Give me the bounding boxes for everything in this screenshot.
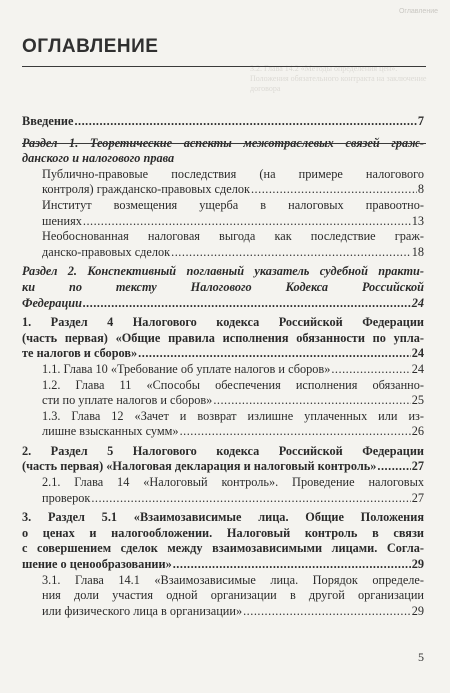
page-title: ОГЛАВЛЕНИЕ (22, 36, 159, 57)
toc-entry-text: или физического лица в организации» (42, 603, 243, 618)
toc-entry-line (42, 604, 424, 620)
dot-leader (331, 362, 410, 378)
toc-entry-text: 1.1. Глава 10 «Требование об уплате налогов и сборов» (42, 361, 331, 376)
toc-entry[interactable] (22, 444, 424, 475)
toc-entry-line (22, 459, 424, 475)
toc-entry-line (22, 557, 424, 573)
title-rule-top (22, 66, 426, 67)
toc-page-number: 13 (411, 213, 424, 228)
toc-entry-text: (часть первая) «Общие правила исполнения обязанности по упла- (22, 330, 424, 345)
toc-entry-text: 1. Раздел 4 Налогового кодекса Российской Федерации (22, 315, 424, 330)
dot-leader (83, 296, 411, 312)
toc-page-number: 27 (411, 490, 424, 505)
toc-entry-text: Раздел 1. Теоретические аспекты межотраслевых связей граж- (22, 135, 424, 150)
toc-entry-text: 3. Раздел 5.1 «Взаимозависимые лица. Общие Положения (22, 510, 424, 525)
toc-entry-text: 3.1. Глава 14.1 «Взаимозависимые лица. Порядок определе- (42, 572, 424, 587)
table-of-contents (22, 114, 424, 619)
dot-leader (213, 393, 410, 409)
toc-entry-line (22, 114, 424, 130)
toc-entry-text: (часть первая) «Налоговая декларация и налоговый контроль» (22, 459, 377, 474)
toc-page-number: 18 (411, 244, 424, 259)
dot-leader (171, 245, 411, 261)
toc-entry-text: данско-правовых сделок (42, 244, 171, 259)
toc-entry-text: Раздел 2. Конспективный поглавный указатель судебной практи- (22, 264, 424, 279)
toc-page-number: 29 (411, 603, 424, 618)
dot-leader (243, 604, 411, 620)
bleed-through-paragraph: 3.2. Глава 14.2 «Методы определения цен». Положения обязательного контракта на заключение договора (250, 64, 427, 93)
toc-entry[interactable] (22, 167, 424, 198)
toc-entry-text: 1.2. Глава 11 «Способы обеспечения исполнения обязанно- (42, 377, 424, 392)
toc-page-number: 29 (411, 557, 424, 572)
toc-entry[interactable] (22, 475, 424, 506)
toc-entry-text: Публично-правовые последствия (на примере налогового (42, 166, 424, 181)
dot-leader (377, 459, 410, 475)
toc-entry[interactable] (22, 409, 424, 440)
toc-entry-line (22, 296, 424, 312)
toc-entry-text: данского и налогового права (22, 151, 175, 166)
toc-page-number: 27 (411, 459, 424, 474)
toc-entry[interactable] (22, 510, 424, 572)
toc-page-number: 8 (417, 182, 424, 197)
dot-leader (138, 346, 411, 362)
toc-entry[interactable] (22, 362, 424, 378)
toc-entry[interactable] (22, 264, 424, 311)
toc-entry[interactable] (22, 198, 424, 229)
toc-entry-text: шение о ценообразовании» (22, 557, 172, 572)
toc-entry-text: те налогов и сборов» (22, 346, 138, 361)
toc-entry-text: 1.3. Глава 12 «Зачет и возврат излишне уплаченных или из- (42, 408, 424, 423)
toc-entry-text: ки по тексту Налогового Кодекса Российской (22, 279, 424, 294)
toc-entry-text: Необоснованная налоговая выгода как последствие граж- (42, 229, 424, 244)
toc-entry-text: сти по уплате налогов и сборов» (42, 393, 213, 408)
toc-entry-text: о ценах и налогообложении. Налоговый контроль в связи (22, 525, 424, 540)
dot-leader (91, 491, 410, 507)
toc-entry-line (22, 151, 424, 167)
toc-entry-line (42, 424, 424, 440)
toc-page-number: 25 (411, 393, 424, 408)
toc-page-number: 24 (411, 361, 424, 376)
toc-entry-text: проверок (42, 490, 91, 505)
toc-entry-line (42, 362, 424, 378)
toc-page-number: 24 (411, 346, 424, 361)
toc-entry[interactable] (22, 378, 424, 409)
toc-entry[interactable] (22, 315, 424, 362)
bleed-through-text: Оглавление (398, 8, 438, 15)
toc-entry-line (42, 182, 424, 198)
toc-entry-text: шениях (42, 213, 82, 228)
toc-page-number: 24 (411, 295, 424, 310)
toc-entry-text: ния доли участия одной организации в другой организации (42, 588, 424, 603)
toc-entry-line (42, 214, 424, 230)
toc-entry-text: лишне взысканных сумм» (42, 424, 179, 439)
toc-entry[interactable] (22, 136, 424, 167)
dot-leader (74, 114, 416, 130)
toc-entry-text: 2.1. Глава 14 «Налоговый контроль». Проведение налоговых (42, 475, 424, 490)
toc-entry-text: Институт возмещения ущерба в налоговых правоотно- (42, 197, 424, 212)
toc-entry-line (22, 346, 424, 362)
dot-leader (83, 214, 411, 230)
toc-entry-text: контроля) гражданско-правовых сделок (42, 182, 250, 197)
toc-entry[interactable] (22, 229, 424, 260)
toc-entry-line (42, 245, 424, 261)
toc-entry[interactable] (22, 114, 424, 130)
toc-entry-text: Введение (22, 114, 74, 128)
section-rule (22, 143, 426, 144)
toc-entry-text: Федерации (22, 295, 82, 310)
toc-entry-text: с совершением сделок между взаимозависимыми лицами. Согла- (22, 541, 424, 556)
dot-leader (180, 424, 411, 440)
toc-entry-line (42, 393, 424, 409)
toc-entry-text: 2. Раздел 5 Налогового кодекса Российской Федерации (22, 443, 424, 458)
toc-page-number: 26 (411, 424, 424, 439)
toc-entry[interactable] (22, 573, 424, 620)
dot-leader (251, 182, 417, 198)
toc-page-number: 7 (417, 114, 424, 128)
toc-entry-line (42, 491, 424, 507)
page-number: 5 (418, 650, 424, 664)
dot-leader (173, 557, 411, 573)
